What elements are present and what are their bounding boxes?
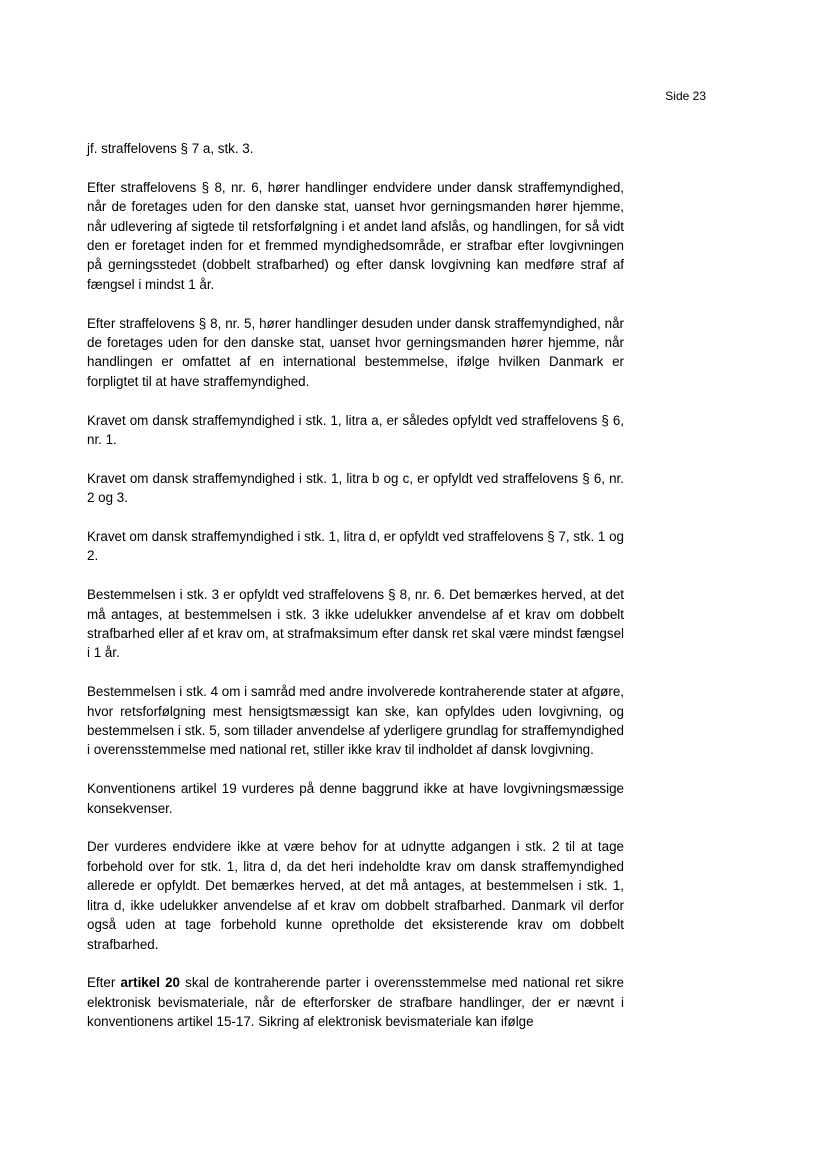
paragraph: Kravet om dansk straffemyndighed i stk. 1, litra b og c, er opfyldt ved straffelovens § 6, nr. 2 og 3.: [87, 470, 624, 506]
paragraph: Efter straffelovens § 8, nr. 6, hører handlinger endvidere under dansk straffemyndighed, når de foretages uden for den danske stat, uanset hvor gerningsmanden hører hjemme, når udlevering af sigtede til retsforfølgning i et andet land afslås, og handlingen, for så vidt den er foretaget inden for et fremmed myndighedsområde, er strafbar efter lovgivningen på gerningsstedet (dobbelt strafbarhed) og efter dansk lovgivning kan medføre straf af fængsel i mindst 1 år.: [87, 179, 624, 292]
paragraph: Bestemmelsen i stk. 3 er opfyldt ved straffelovens § 8, nr. 6. Det bemærkes herved, at det må antages, at bestemmelsen i stk. 3 ikke udelukker anvendelse af et krav om dobbelt strafbarhed eller af et krav om, at strafmaksimum efter dansk ret skal være mindst fængsel i 1 år.: [87, 587, 624, 661]
article-reference: artikel 20: [120, 975, 180, 991]
document-body: [87, 139, 624, 1032]
paragraph: Bestemmelsen i stk. 4 om i samråd med andre involverede kontraherende stater at afgøre, hvor retsforfølgning mest hensigtsmæssigt kan ske, kan opfyldes uden lovgivning, og bestemmelsen i stk. 5, som tillader anvendelse af yderligere grundlag for straffemyndighed i overensstemmelse med national ret, stiller ikke krav til indholdet af dansk lovgivning.: [87, 684, 624, 758]
paragraph: Der vurderes endvidere ikke at være behov for at udnytte adgangen i stk. 2 til at tage forbehold over for stk. 1, litra d, da det heri indeholdte krav om dansk straffemyndighed allerede er opfyldt. Det bemærkes herved, at det må antages, at bestemmelsen i stk. 1, litra d, ikke udelukker anvendelse af et krav om dobbelt strafbarhed. Danmark vil derfor også uden at tage forbehold kunne opretholde det eksisterende krav om dobbelt strafbarhed.: [87, 839, 624, 952]
paragraph: Kravet om dansk straffemyndighed i stk. 1, litra a, er således opfyldt ved straffelovens § 6, nr. 1.: [87, 412, 624, 448]
page-number: Side 23: [665, 89, 706, 103]
paragraph: Efter straffelovens § 8, nr. 5, hører handlinger desuden under dansk straffemyndighed, når de foretages uden for den danske stat, uanset hvor gerningsmanden hører hjemme, når handlingen er omfattet af en international bestemmelse, ifølge hvilken Danmark er forpligtet til at have straffemyndighed.: [87, 315, 624, 389]
paragraph: jf. straffelovens § 7 a, stk. 3.: [87, 141, 254, 156]
paragraph-text: Efter: [87, 975, 121, 991]
paragraph: Konventionens artikel 19 vurderes på denne baggrund ikke at have lovgivningsmæssige konsekvenser.: [87, 781, 624, 816]
paragraph: [87, 973, 624, 1031]
paragraph: Kravet om dansk straffemyndighed i stk. 1, litra d, er opfyldt ved straffelovens § 7, stk. 1 og 2.: [87, 529, 624, 564]
paragraph-text: skal de kontraherende parter i overensstemmelse med national ret sikre elektronisk bevismateriale, når de efterforsker de strafbare handlinger, der er nævnt i konventionens artikel 15-17. Sikring af elektronisk bevismateriale kan ifølge: [87, 975, 624, 1030]
